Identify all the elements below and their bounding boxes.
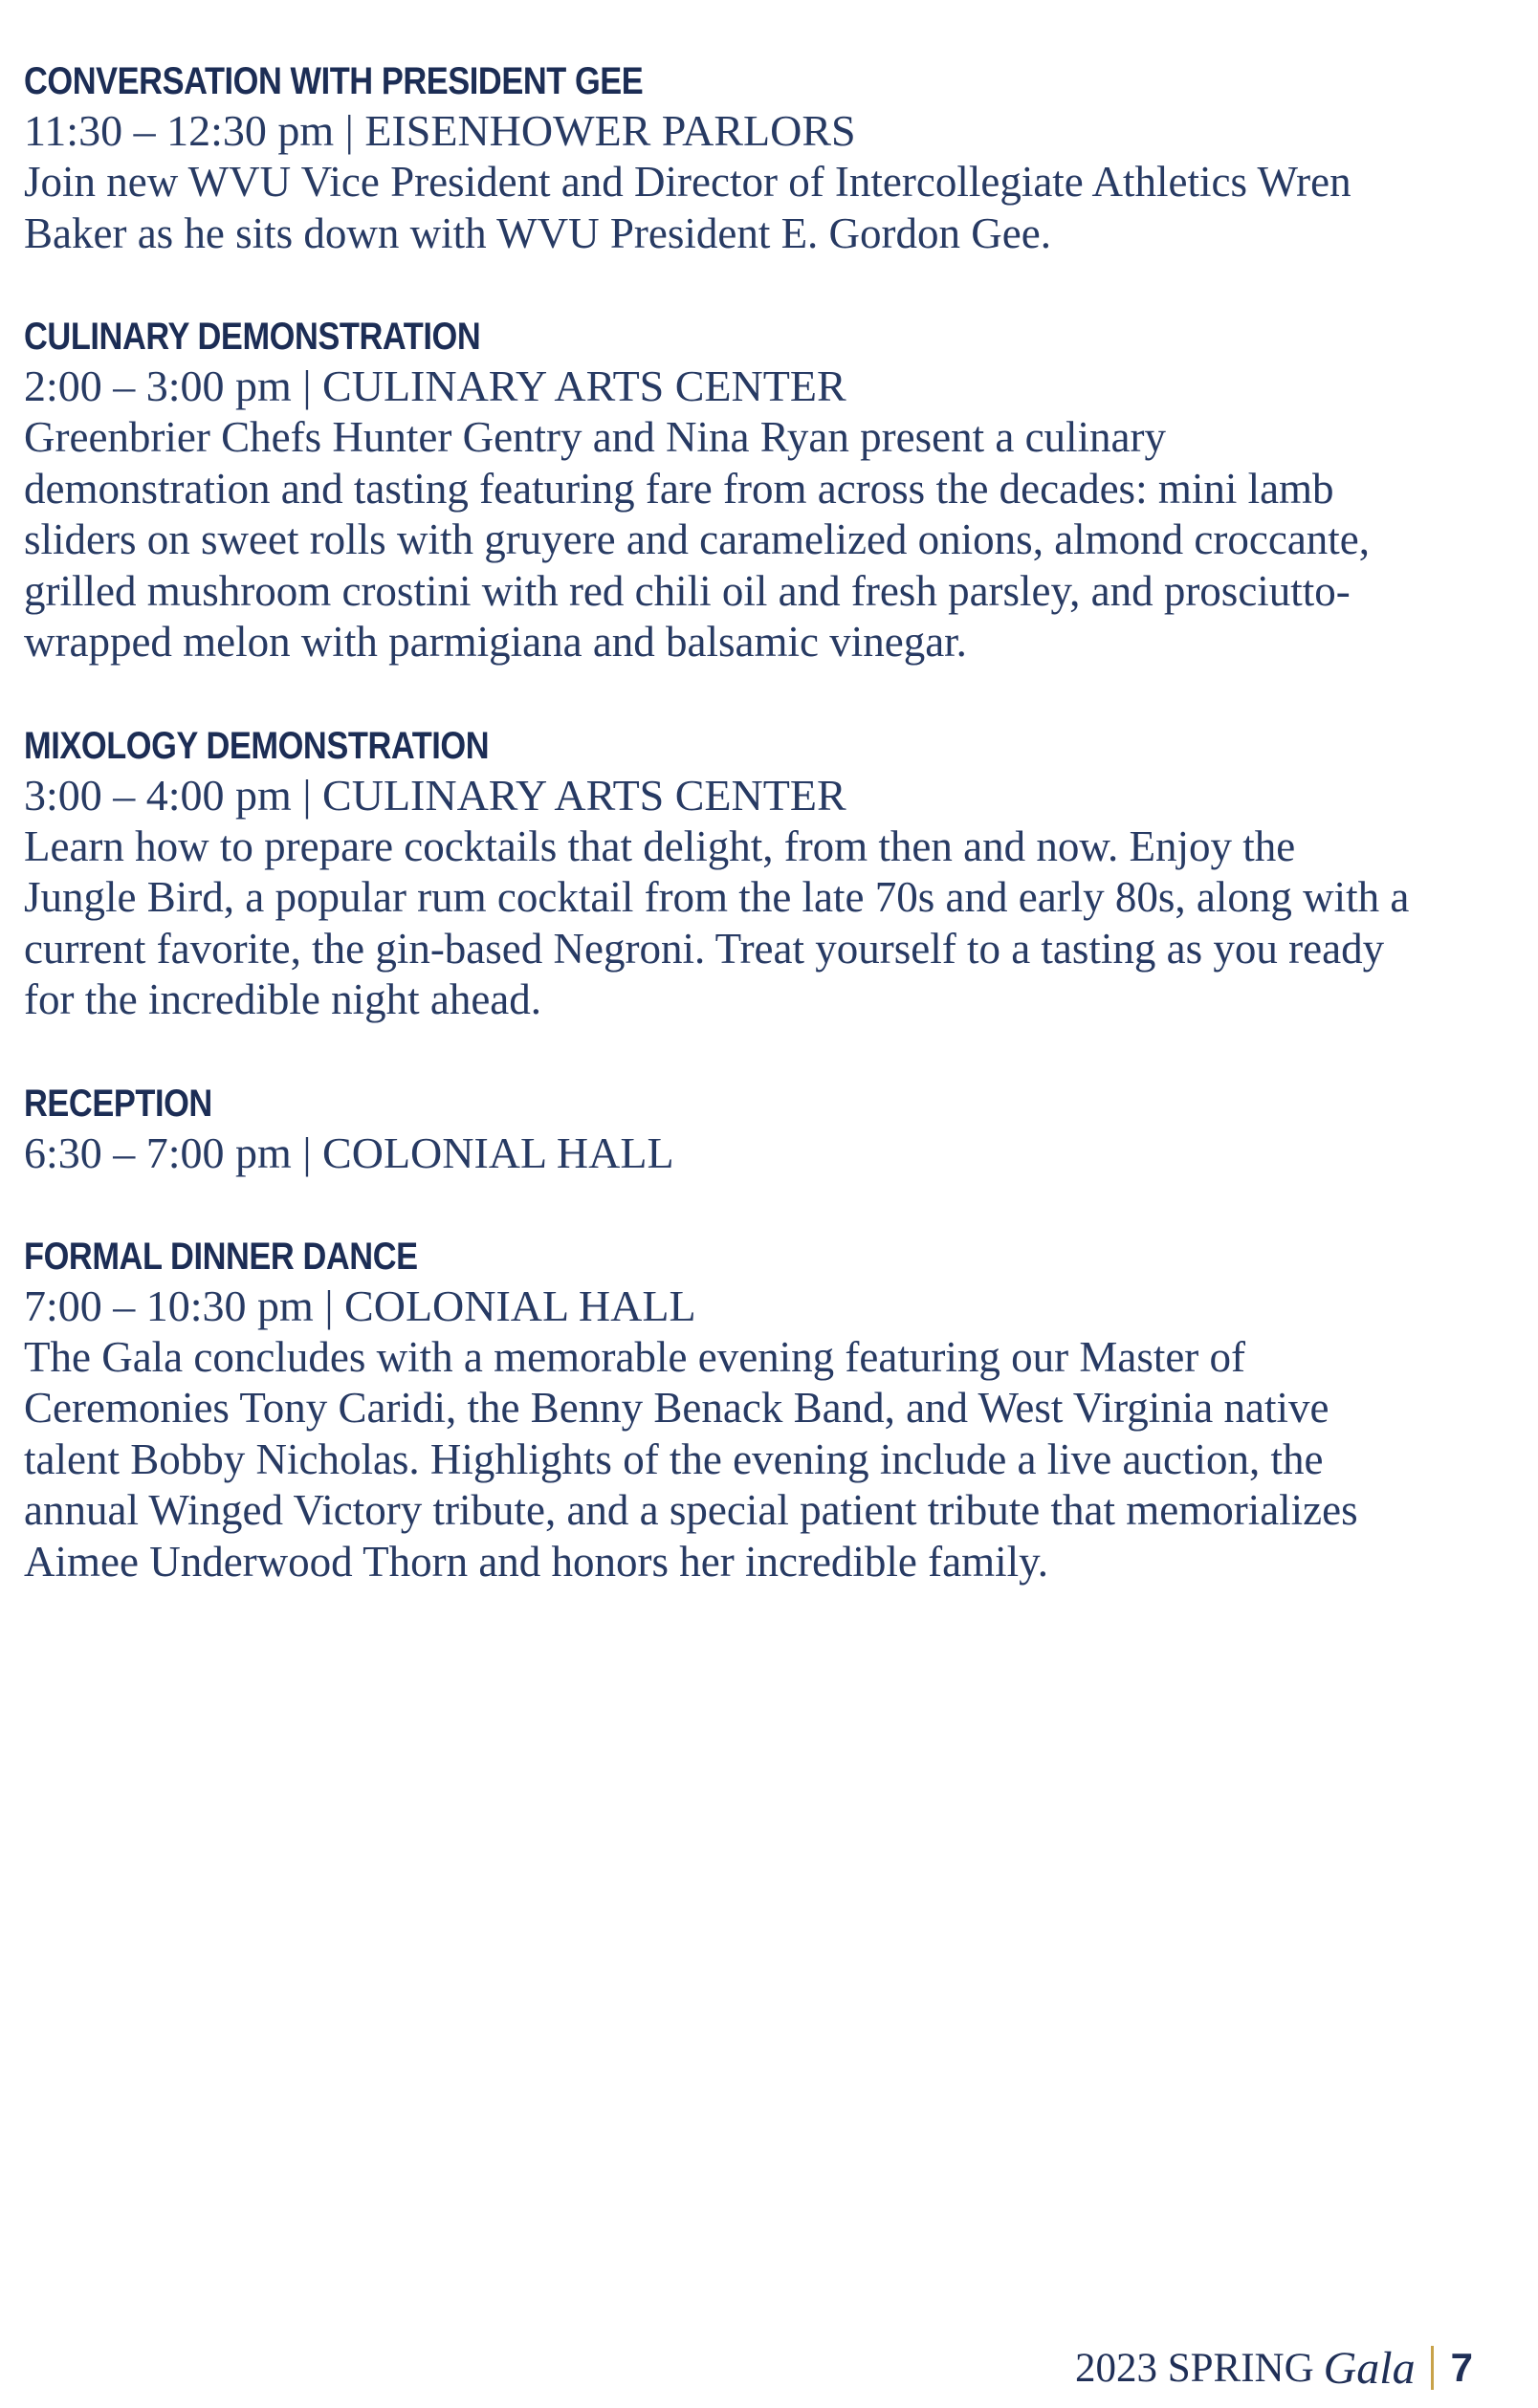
event-time-location: 3:00 – 4:00 pm | CULINARY ARTS CENTER bbox=[24, 770, 846, 820]
event-title: FORMAL DINNER DANCE bbox=[24, 1235, 418, 1278]
footer-gala-script: Gala bbox=[1323, 2342, 1416, 2394]
event-title: CULINARY DEMONSTRATION bbox=[24, 316, 481, 358]
footer-divider bbox=[1431, 2346, 1434, 2390]
event-mixology bbox=[24, 722, 1420, 1026]
event-description: Greenbrier Chefs Hunter Gentry and Nina Ryan present a culinary demonstration and tasting featuring fare from across the decades: mini lamb sliders on sweet rolls with gruyere and caramelized onions, almond croccante, grilled mushroom crostini with red chili oil and fresh parsley, and prosciutto-wrapped melon with parmigiana and balsamic vinegar. bbox=[24, 413, 1371, 666]
schedule-page bbox=[24, 57, 1420, 1641]
footer-event-name: 2023 SPRING bbox=[1074, 2345, 1314, 2391]
event-description: Learn how to prepare cocktails that delight, from then and now. Enjoy the Jungle Bird, a popular rum cocktail from the late 70s and early 80s, along with a current favorite, the gin-based Negroni. Treat yourself to a tasting as you ready for the incredible night ahead. bbox=[24, 821, 1410, 1023]
event-title: MIXOLOGY DEMONSTRATION bbox=[24, 724, 490, 767]
event-conversation bbox=[24, 57, 1420, 259]
event-time-location: 11:30 – 12:30 pm | EISENHOWER PARLORS bbox=[24, 106, 856, 155]
event-description: The Gala concludes with a memorable evening featuring our Master of Ceremonies Tony Caridi, the Benny Benack Band, and West Virginia native talent Bobby Nicholas. Highlights of the evening include a live auction, the annual Winged Victory tribute, and a special patient tribute that memorializes Aimee Underwood Thorn and honors her incredible family. bbox=[24, 1332, 1358, 1586]
event-reception bbox=[24, 1080, 1420, 1179]
event-title: CONVERSATION WITH PRESIDENT GEE bbox=[24, 60, 644, 102]
event-time-location: 7:00 – 10:30 pm | COLONIAL HALL bbox=[24, 1281, 696, 1330]
event-title: RECEPTION bbox=[24, 1082, 212, 1125]
event-culinary bbox=[24, 313, 1420, 668]
event-time-location: 2:00 – 3:00 pm | CULINARY ARTS CENTER bbox=[24, 361, 846, 410]
page-footer bbox=[1075, 2339, 1473, 2397]
event-description: Join new WVU Vice President and Director of Intercollegiate Athletics Wren Baker as he sits down with WVU President E. Gordon Gee. bbox=[24, 158, 1351, 257]
event-formal-dinner-dance bbox=[24, 1233, 1420, 1588]
page-number: 7 bbox=[1450, 2345, 1473, 2390]
event-time-location: 6:30 – 7:00 pm | COLONIAL HALL bbox=[24, 1127, 674, 1177]
